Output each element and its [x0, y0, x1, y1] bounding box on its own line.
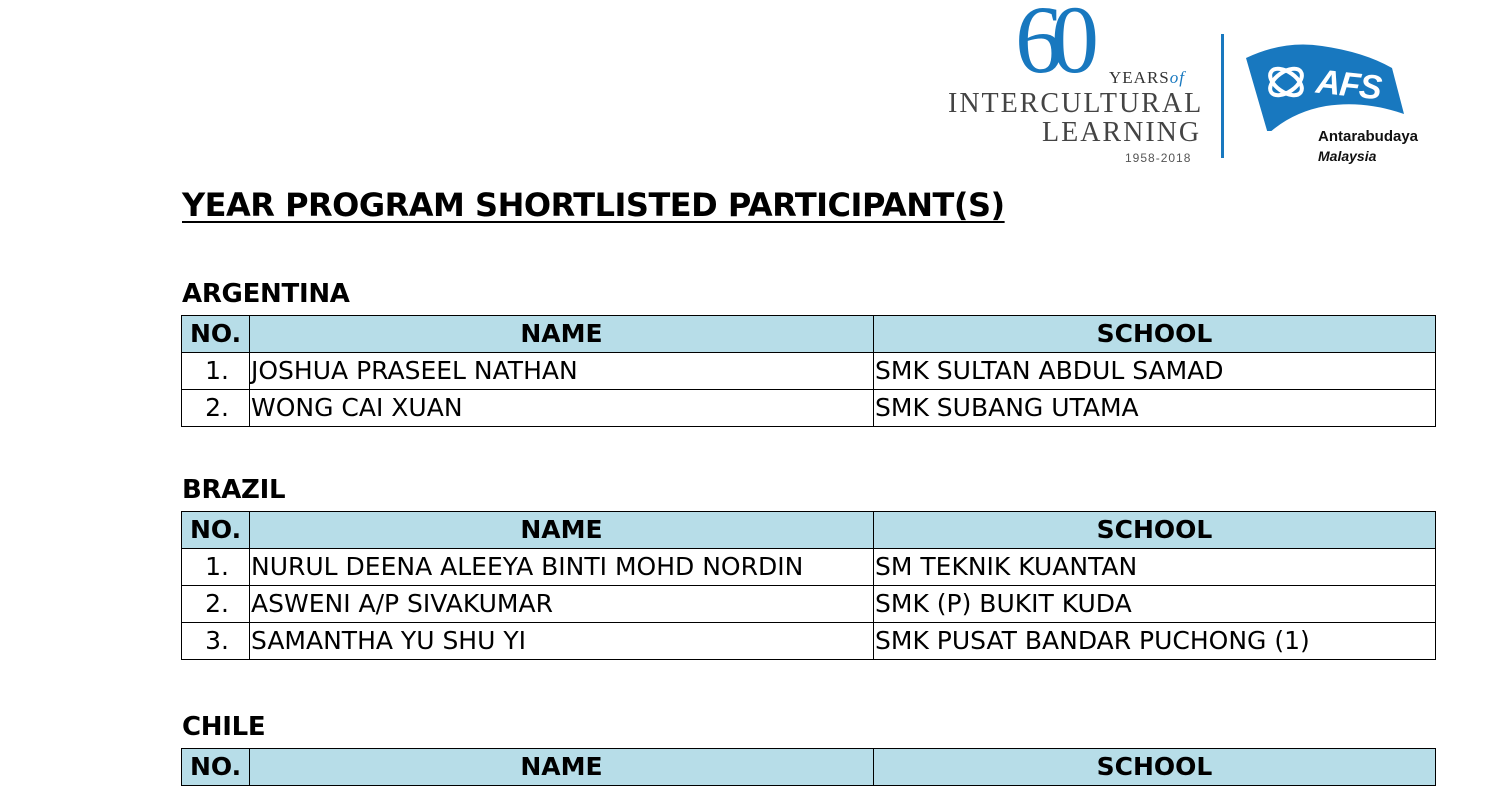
sixty-years-logo	[945, 0, 1205, 166]
section-argentina	[181, 277, 1435, 427]
logo-divider	[1221, 34, 1224, 158]
table-row	[182, 390, 1436, 427]
participants-table	[181, 315, 1436, 427]
table-row	[182, 549, 1436, 586]
cell-name: WONG CAI XUAN	[250, 390, 874, 427]
document-title: YEAR PROGRAM SHORTLISTED PARTICIPANT(S)	[182, 186, 1005, 224]
country-heading: BRAZIL	[182, 475, 286, 505]
table-row	[182, 623, 1436, 660]
country-heading: CHILE	[182, 712, 266, 742]
afs-wordmark: AFS	[1314, 62, 1383, 108]
logo-of-word: of	[1169, 68, 1185, 87]
table-header-row	[182, 512, 1436, 549]
participants-table	[181, 511, 1436, 660]
cell-no: 2.	[182, 390, 250, 427]
cell-school: SMK (P) BUKIT KUDA	[874, 586, 1436, 623]
cell-school: SM TEKNIK KUANTAN	[874, 549, 1436, 586]
table-header-row	[182, 316, 1436, 353]
table-row	[182, 353, 1436, 390]
logo-dates: 1958-2018	[1125, 151, 1192, 165]
column-header-name: NAME	[250, 749, 874, 786]
cell-no: 1.	[182, 549, 250, 586]
afs-logo	[1244, 36, 1419, 166]
column-header-name: NAME	[250, 316, 874, 353]
afs-org-name: Antarabudaya	[1318, 128, 1419, 145]
section-chile	[181, 710, 1435, 786]
cell-school: SMK PUSAT BANDAR PUCHONG (1)	[874, 623, 1436, 660]
cell-no: 2.	[182, 586, 250, 623]
section-brazil	[181, 473, 1435, 660]
cell-name: JOSHUA PRASEEL NATHAN	[250, 353, 874, 390]
afs-org-country: Malaysia	[1318, 148, 1377, 164]
logo-sixty: 60	[1015, 0, 1087, 93]
participants-table	[181, 748, 1436, 786]
column-header-no: NO.	[182, 316, 250, 353]
logo-years	[1109, 68, 1185, 88]
logo-intercultural: INTERCULTURAL	[948, 88, 1204, 119]
logo-learning: LEARNING	[1042, 117, 1202, 148]
table-header-row	[182, 749, 1436, 786]
column-header-no: NO.	[182, 749, 250, 786]
cell-no: 1.	[182, 353, 250, 390]
table-row	[182, 586, 1436, 623]
cell-name: NURUL DEENA ALEEYA BINTI MOHD NORDIN	[250, 549, 874, 586]
cell-school: SMK SULTAN ABDUL SAMAD	[874, 353, 1436, 390]
cell-school: SMK SUBANG UTAMA	[874, 390, 1436, 427]
cell-no: 3.	[182, 623, 250, 660]
country-heading: ARGENTINA	[182, 279, 350, 309]
logo-years-word: YEARS	[1109, 68, 1170, 87]
cell-name: ASWENI A/P SIVAKUMAR	[250, 586, 874, 623]
column-header-name: NAME	[250, 512, 874, 549]
column-header-school: SCHOOL	[874, 512, 1436, 549]
column-header-school: SCHOOL	[874, 316, 1436, 353]
column-header-school: SCHOOL	[874, 749, 1436, 786]
column-header-no: NO.	[182, 512, 250, 549]
cell-name: SAMANTHA YU SHU YI	[250, 623, 874, 660]
